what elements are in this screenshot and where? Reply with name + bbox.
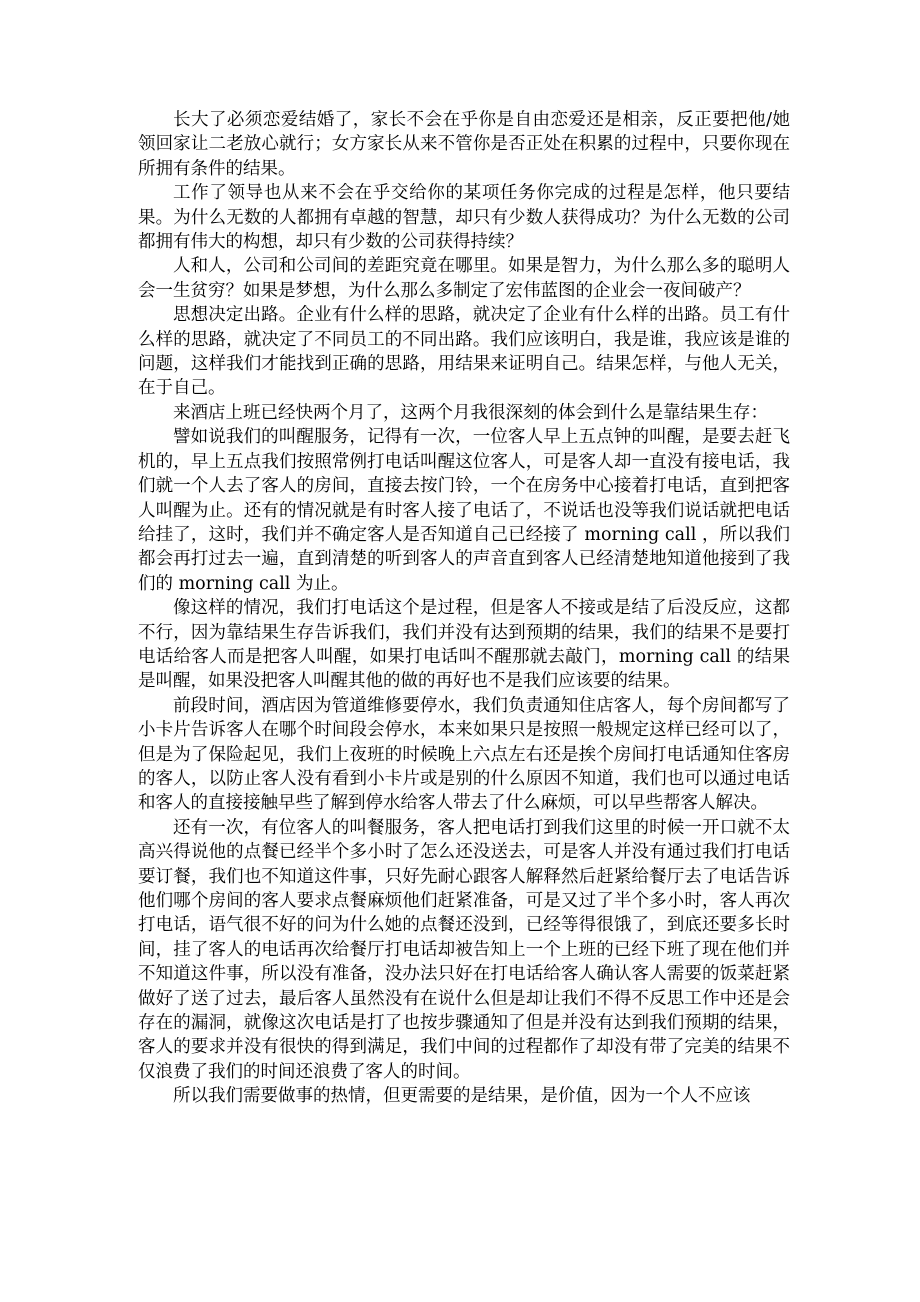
paragraph: 像这样的情况，我们打电话这个是过程，但是客人不接或是结了后没反应，这都不行，因为靠结果生存告诉我们，我们并没有达到预期的结果，我们的结果不是要打电话给客人而是把客人叫醒，如果打电话叫不醒那就去敲门，morning call 的结果是叫醒，如果没把客人叫醒其他的做的再好也不是我们应该要的结果。: [138, 598, 790, 692]
paragraph: 所以我们需要做事的热情，但更需要的是结果，是价值，因为一个人不应该: [173, 1086, 751, 1107]
paragraph: 譬如说我们的叫醒服务，记得有一次，一位客人早上五点钟的叫醒，是要去赶飞机的，早上五点我们按照常例打电话叫醒这位客人，可是客人却一直没有接电话，我们就一个人去了客人的房间，直接去按门铃，一个在房务中心接着打电话，直到把客人叫醒为止。还有的情况就是有时客人接了电话了，不说话也没等我们说话就把电话给挂了，这时，我们并不确定客人是否知道自己已经接了 morning call ，所以我们都会再打过去一遍，直到清楚的听到客人的声音直到客人已经清楚地知道他接到了我们的 morning call 为止。: [138, 427, 790, 594]
paragraph: 工作了领导也从来不会在乎交给你的某项任务你完成的过程是怎样，他只要结果。为什么无数的人都拥有卓越的智慧，却只有少数人获得成功？为什么无数的公司都拥有伟大的构想，却只有少数的公司获得持续？: [138, 183, 790, 253]
paragraph: 还有一次，有位客人的叫餐服务，客人把电话打到我们这里的时候一开口就不太高兴得说他的点餐已经半个多小时了怎么还没送去，可是客人并没有通过我们打电话要订餐，我们也不知道这件事，只好先耐心跟客人解释然后赶紧给餐厅去了电话告诉他们哪个房间的客人要求点餐麻烦他们赶紧准备，可是又过了半个多小时，客人再次打电话，语气很不好的问为什么她的点餐还没到，已经等得很饿了，到底还要多长时间，挂了客人的电话再次给餐厅打电话却被告知上一个上班的已经下班了现在他们并不知道这件事，所以没有准备，没办法只好在打电话给客人确认客人需要的饭菜赶紧做好了送了过去，最后客人虽然没有在说什么但是却让我们不得不反思工作中还是会存在的漏洞，就像这次电话是打了也按步骤通知了但是并没有达到我们预期的结果，客人的要求并没有很快的得到满足，我们中间的过程都作了却没有带了完美的结果不仅浪费了我们的时间还浪费了客人的时间。: [138, 817, 790, 1082]
paragraph: 前段时间，酒店因为管道维修要停水，我们负责通知住店客人，每个房间都写了小卡片告诉客人在哪个时间段会停水，本来如果只是按照一般规定这样已经可以了，但是为了保险起见，我们上夜班的时候晚上六点左右还是挨个房间打电话通知住客房的客人，以防止客人没有看到小卡片或是别的什么原因不知道，我们也可以通过电话和客人的直接接触早些了解到停水给客人带去了什么麻烦，可以早些帮客人解决。: [138, 695, 790, 814]
document-page: [138, 108, 790, 1109]
paragraph: 思想决定出路。企业有什么样的思路，就决定了企业有什么样的出路。员工有什么样的思路，就决定了不同员工的不同出路。我们应该明白，我是谁，我应该是谁的问题，这样我们才能找到正确的思路，用结果来证明自己。结果怎样，与他人无关，在于自己。: [138, 305, 790, 399]
paragraph: 来酒店上班已经快两个月了，这两个月我很深刻的体会到什么是靠结果生存：: [173, 402, 768, 423]
paragraph: 长大了必须恋爱结婚了，家长不会在乎你是自由恋爱还是相亲，反正要把他/她领回家让二老放心就行；女方家长从来不管你是否正处在积累的过程中，只要你现在所拥有条件的结果。: [138, 110, 790, 179]
paragraph: 人和人，公司和公司间的差距究竟在哪里。如果是智力，为什么那么多的聪明人会一生贫穷？如果是梦想，为什么那么多制定了宏伟蓝图的企业会一夜间破产？: [138, 256, 790, 301]
